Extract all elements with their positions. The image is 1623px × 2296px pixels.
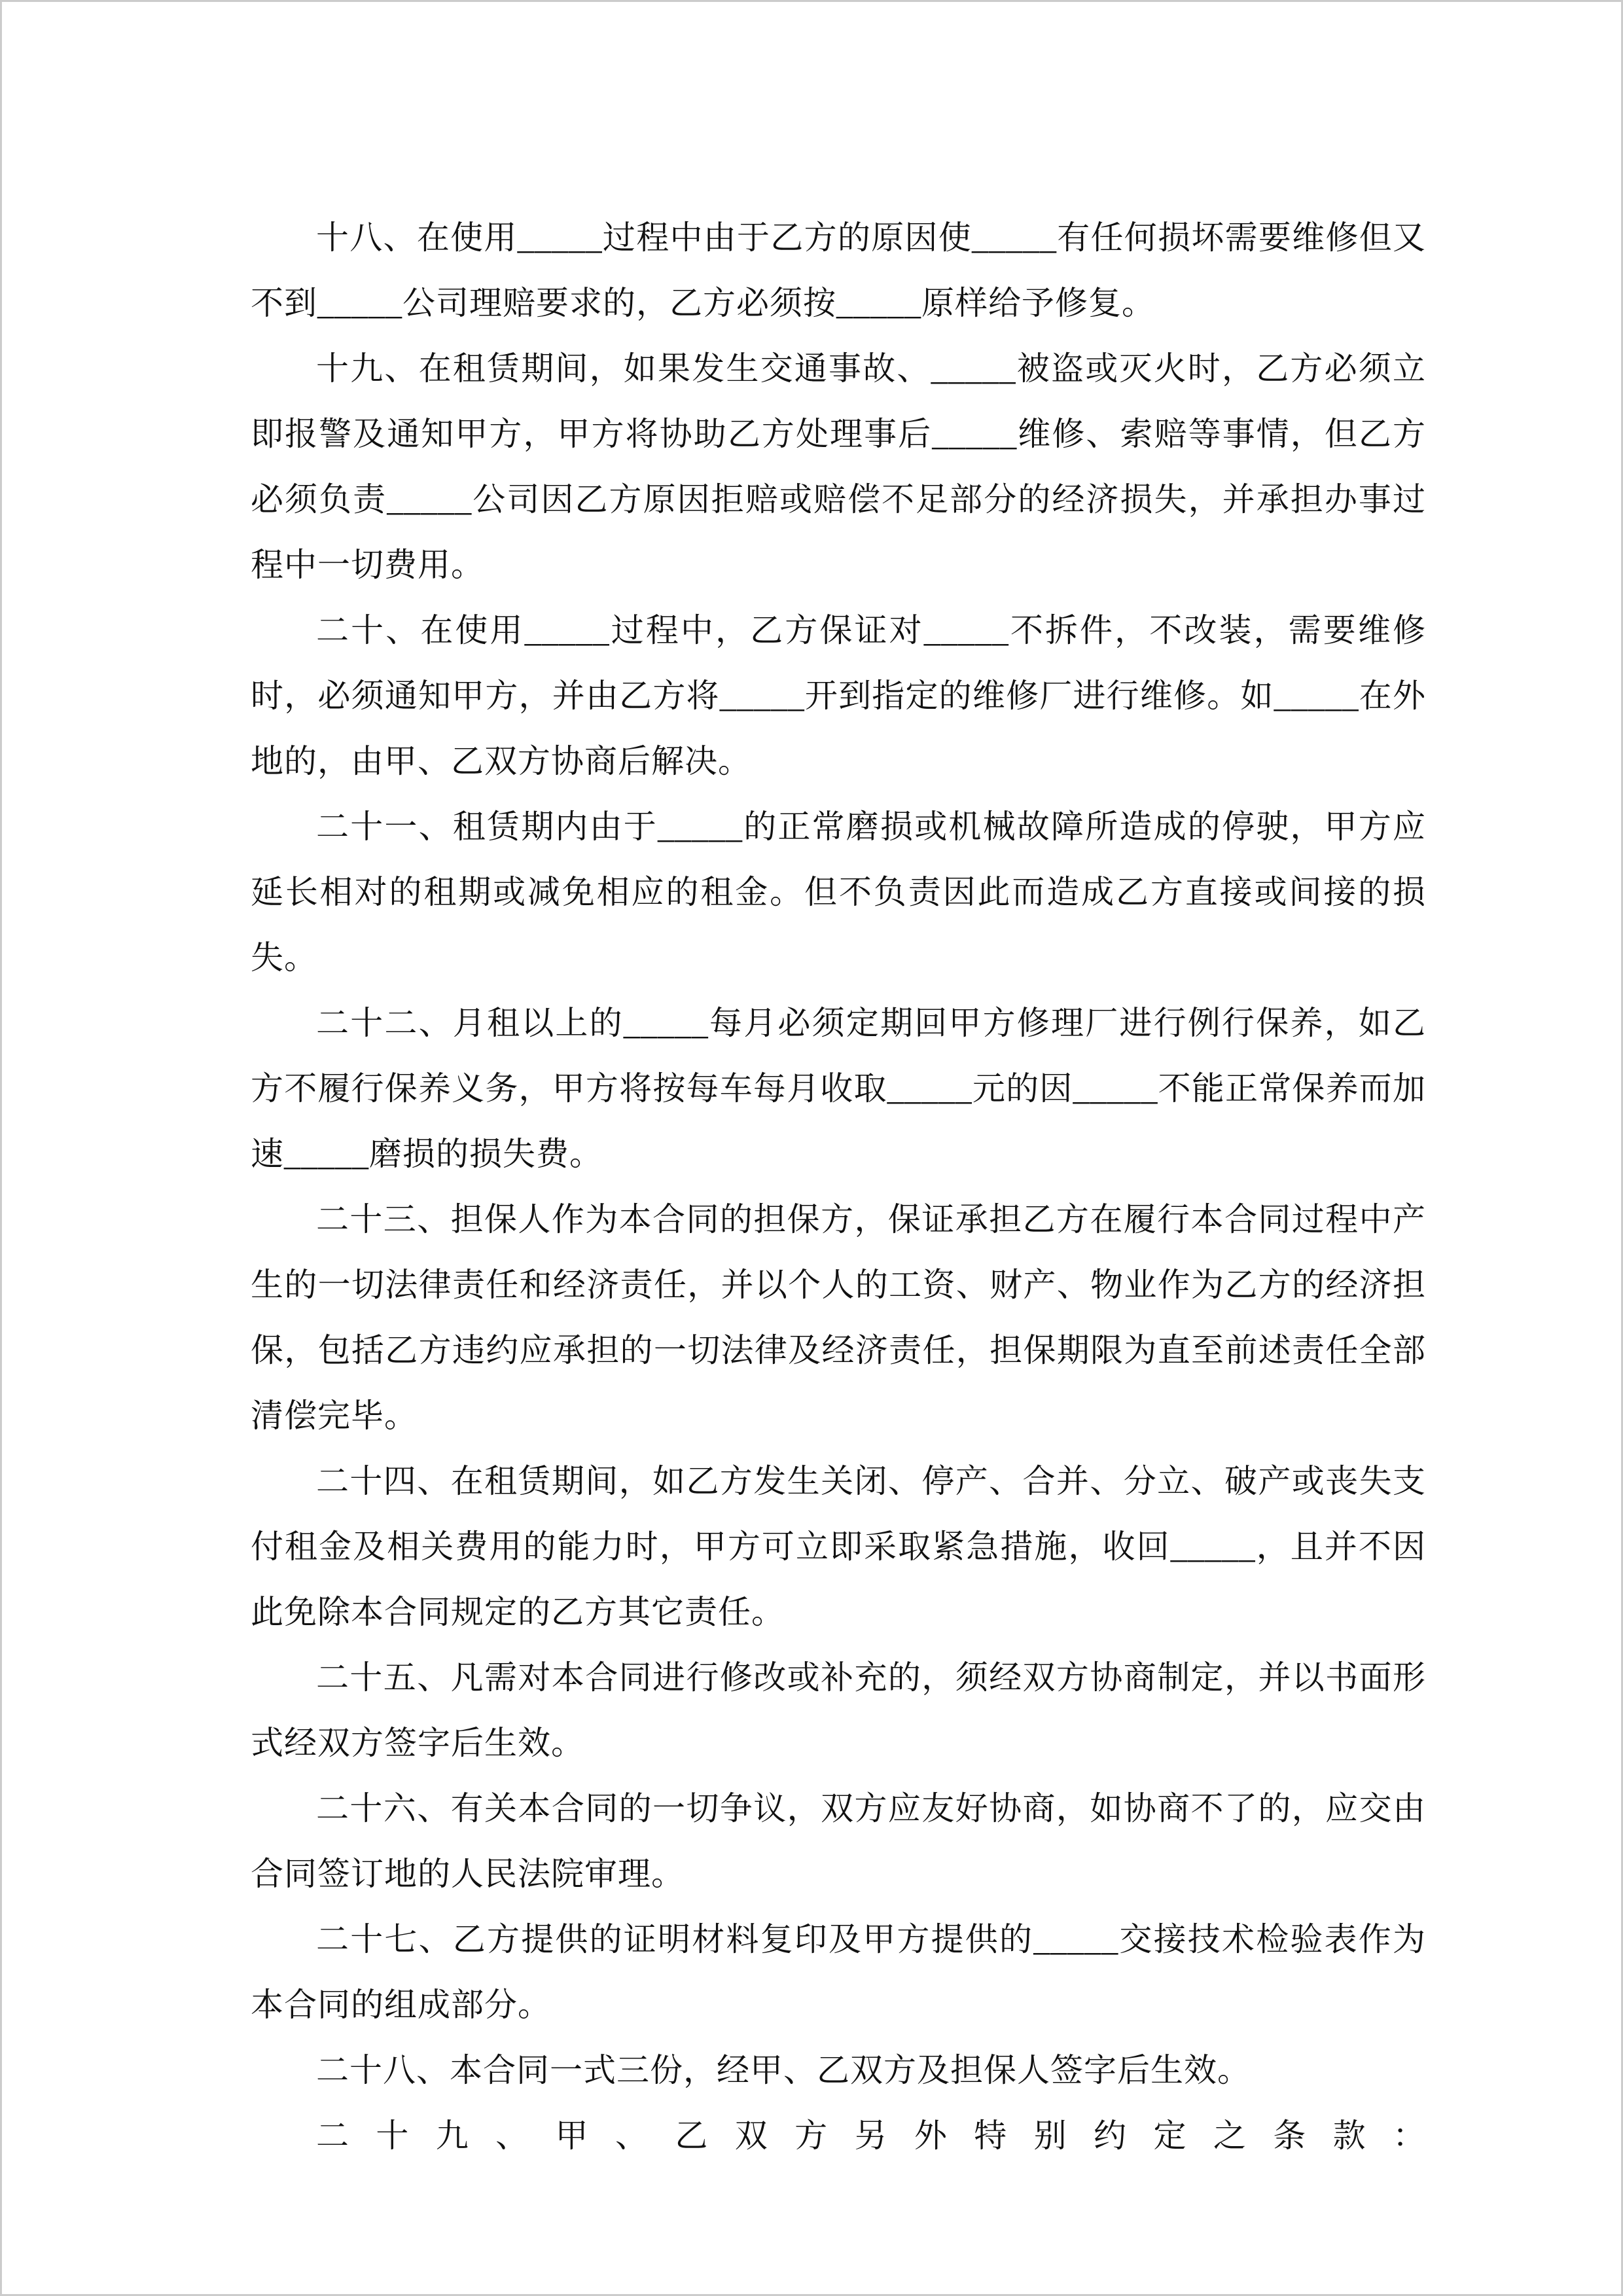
contract-paragraph: 十八、在使用_____过程中由于乙方的原因使_____有任何损坏需要维修但又不到_____公司理赔要求的，乙方必须按_____原样给予修复。 xyxy=(251,219,1426,321)
contract-body xyxy=(251,205,1426,2168)
contract-paragraph: 二十三、担保人作为本合同的担保方，保证承担乙方在履行本合同过程中产生的一切法律责任和经济责任，并以个人的工资、财产、物业作为乙方的经济担保，包括乙方违约应承担的一切法律及经济责任，担保期限为直至前述责任全部清偿完毕。 xyxy=(251,1201,1426,1434)
contract-paragraph: 二十九、甲、乙双方另外特别约定之条款： xyxy=(316,2117,1426,2154)
contract-paragraph: 二十、在使用_____过程中，乙方保证对_____不拆件，不改装，需要维修时，必须通知甲方，并由乙方将_____开到指定的维修厂进行维修。如_____在外地的，由甲、乙双方协商后解决。 xyxy=(251,612,1426,780)
contract-paragraph: 二十五、凡需对本合同进行修改或补充的，须经双方协商制定，并以书面形式经双方签字后生效。 xyxy=(251,1659,1426,1761)
contract-paragraph: 二十四、在租赁期间，如乙方发生关闭、停产、合并、分立、破产或丧失支付租金及相关费用的能力时，甲方可立即采取紧急措施，收回_____，且并不因此免除本合同规定的乙方其它责任。 xyxy=(251,1463,1426,1630)
contract-paragraph: 二十八、本合同一式三份，经甲、乙双方及担保人签字后生效。 xyxy=(316,2052,1251,2089)
contract-paragraph: 十九、在租赁期间，如果发生交通事故、_____被盗或灭火时，乙方必须立即报警及通知甲方，甲方将协助乙方处理事后_____维修、索赔等事情，但乙方必须负责_____公司因乙方原因拒赔或赔偿不足部分的经济损失，并承担办事过程中一切费用。 xyxy=(251,350,1426,583)
contract-paragraph: 二十六、有关本合同的一切争议，双方应友好协商，如协商不了的，应交由合同签订地的人民法院审理。 xyxy=(251,1790,1426,1892)
contract-paragraph: 二十七、乙方提供的证明材料复印及甲方提供的_____交接技术检验表作为本合同的组成部分。 xyxy=(251,1921,1426,2023)
contract-paragraph: 二十一、租赁期内由于_____的正常磨损或机械故障所造成的停驶，甲方应延长相对的租期或减免相应的租金。但不负责因此而造成乙方直接或间接的损失。 xyxy=(251,808,1426,976)
contract-paragraph: 二十二、月租以上的_____每月必须定期回甲方修理厂进行例行保养，如乙方不履行保养义务，甲方将按每车每月收取_____元的因_____不能正常保养而加速_____磨损的损失费。 xyxy=(251,1005,1426,1172)
